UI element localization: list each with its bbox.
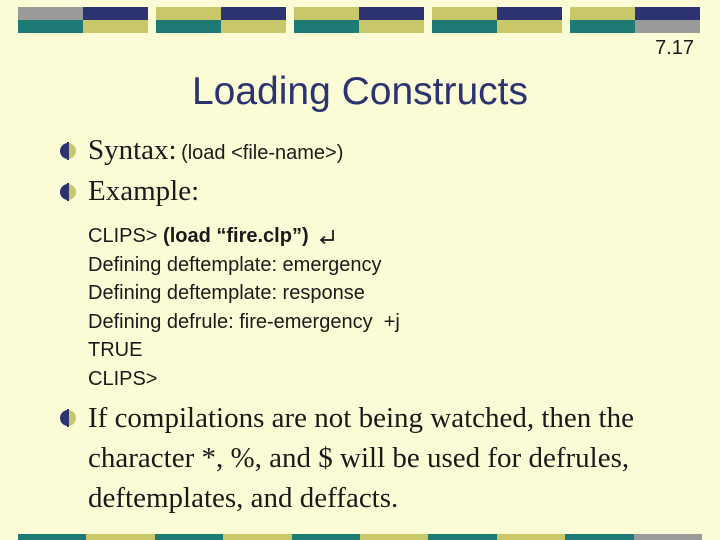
header-decoration-left [18,7,148,33]
bullet-icon [60,410,76,426]
bullet-example [60,175,700,208]
code-line-command [88,222,400,251]
code-line: Defining defrule: fire-emergency +j [88,310,400,333]
bullet-syntax [60,134,700,167]
bullet-compilations-text: If compilations are not being watched, then the character *, %, and $ will be used for defrules, deftemplates, and deffacts. [88,402,634,514]
code-prompt: CLIPS> [88,225,158,247]
bullet-icon [60,184,76,200]
code-command: (load “fire.clp”) [163,225,309,247]
slide-number: 7.17 [655,37,694,59]
footer-decoration [18,534,702,540]
slide-title: Loading Constructs [191,70,529,113]
enter-key-icon [318,228,338,246]
example-code-block [88,222,400,393]
bullet-syntax-lead: Syntax: [88,134,177,166]
bullet-syntax-text: (load <file-name>) [181,142,344,164]
bullet-icon [60,143,76,159]
header-decoration-right [570,7,700,33]
header-decoration-2 [156,7,286,33]
code-line: Defining deftemplate: emergency [88,253,382,276]
code-line: Defining deftemplate: response [88,282,365,304]
header-decoration-4 [432,7,562,33]
bullet-example-lead: Example: [88,175,200,207]
bullet-compilations [60,398,650,518]
header-decoration-3 [294,7,424,33]
code-line: TRUE [88,339,143,361]
code-line: CLIPS> [88,367,158,390]
